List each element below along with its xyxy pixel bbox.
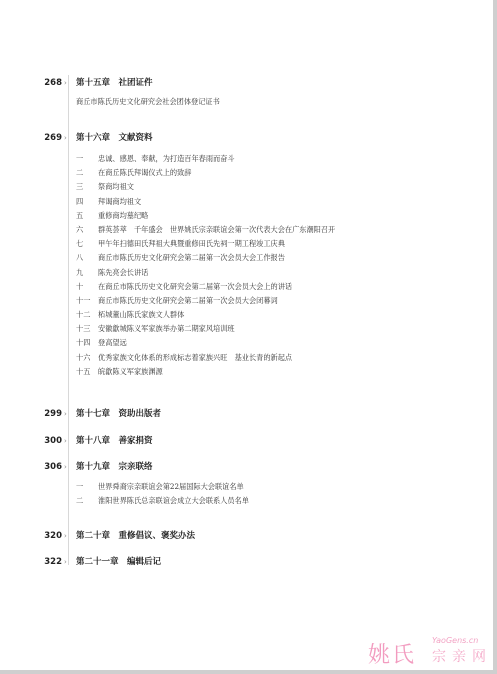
chapter-page-number: 320 <box>44 531 62 541</box>
toc-item[interactable]: 一 忠诚、感恩、奉献，为打造百年春雨而奋斗 <box>76 154 235 163</box>
toc-chapter-21[interactable] <box>0 554 470 570</box>
chapter-19-items <box>76 480 476 508</box>
chapter-title: 第十八章 善家捐资 <box>76 436 153 446</box>
toc-item[interactable]: 七 甲午年扫德田氏拜祖大典暨重修田氏先祠一期工程竣工庆典 <box>76 239 285 249</box>
chapter-16-items <box>76 152 476 379</box>
toc-chapter-18[interactable] <box>0 433 470 449</box>
chevron-right-icon: › <box>64 79 67 87</box>
watermark-subtitle: 宗亲网 <box>432 649 492 665</box>
toc-item[interactable]: 八 商丘市陈氏历史文化研究会第二届第一次会员大会工作报告 <box>76 253 285 263</box>
chapter-page-number: 268 <box>44 78 62 88</box>
toc-item[interactable]: 十五 皖歙陈义军家族渊源 <box>76 366 163 376</box>
chapter-title: 第十六章 文献资料 <box>76 133 153 143</box>
chapter-title: 第二十一章 编辑后记 <box>76 557 162 567</box>
chapter-title: 第十七章 资助出版者 <box>76 409 162 419</box>
chevron-right-icon: › <box>64 437 67 445</box>
toc-item[interactable]: 二 在商丘陈氏拜谒仪式上的致辞 <box>76 168 192 178</box>
toc-chapter-17[interactable] <box>0 406 470 422</box>
toc-item[interactable]: 十三 安徽歙城陈义军家族举办第二期家风培训班 <box>76 324 235 334</box>
watermark-brand: 姚氏 <box>368 643 417 668</box>
toc-item[interactable]: 九 陈先亮会长讲话 <box>76 267 149 277</box>
toc-item[interactable]: 十四 登高望远 <box>76 338 127 348</box>
chapter-page-number: 299 <box>44 409 62 419</box>
watermark-url: YaoGens.cn <box>432 636 479 645</box>
chapter-title: 第十九章 宗亲联络 <box>76 462 153 472</box>
toc-item[interactable]: 商丘市陈氏历史文化研究会社会团体登记证书 <box>76 97 220 106</box>
chapter-page-number: 306 <box>44 462 62 472</box>
chevron-right-icon: › <box>64 463 67 471</box>
chapter-page-number: 300 <box>44 436 62 446</box>
chevron-right-icon: › <box>64 134 67 142</box>
sidebar-divider <box>68 75 69 565</box>
toc-item[interactable]: 十二 柘城董山陈氏家族文人群体 <box>76 310 185 320</box>
toc-item[interactable]: 十六 优秀家族文化体系的形成标志着家族兴旺 基业长青的新起点 <box>76 352 293 362</box>
toc-item[interactable]: 十 在商丘市陈氏历史文化研究会第二届第一次会员大会上的讲话 <box>76 281 293 291</box>
chevron-right-icon: › <box>64 410 67 418</box>
chapter-15-items <box>76 95 476 109</box>
chapter-title: 第二十章 重修倡议、褒奖办法 <box>76 531 196 541</box>
chapter-page-number: 322 <box>44 557 62 567</box>
toc-chapter-20[interactable] <box>0 528 470 544</box>
toc-item[interactable]: 五 重修商均墓纪略 <box>76 210 149 220</box>
chevron-right-icon: › <box>64 558 67 566</box>
chapter-page-number: 269 <box>44 133 62 143</box>
chapter-title: 第十五章 社团证件 <box>76 78 153 88</box>
toc-item[interactable]: 二 淮阳世界陈氏总亲联谊会成立大会联系人员名单 <box>76 496 249 506</box>
toc-item[interactable]: 三 祭商均祖文 <box>76 182 134 192</box>
toc-chapter-16[interactable] <box>0 130 470 146</box>
toc-item[interactable]: 四 拜谒商均祖文 <box>76 196 142 206</box>
toc-chapter-19[interactable] <box>0 459 470 475</box>
site-watermark <box>368 632 493 670</box>
toc-item[interactable]: 六 群英荟萃 千年盛会 世界姚氏宗亲联谊会第一次代表大会在广东潮阳召开 <box>76 224 336 234</box>
toc-item[interactable]: 一 世界舜裔宗亲联谊会第22届国际大会联谊名单 <box>76 482 244 491</box>
toc-chapter-15[interactable] <box>0 75 470 91</box>
chevron-right-icon: › <box>64 532 67 540</box>
toc-item[interactable]: 十一 商丘市陈氏历史文化研究会第二届第一次会员大会闭幕词 <box>76 295 278 305</box>
